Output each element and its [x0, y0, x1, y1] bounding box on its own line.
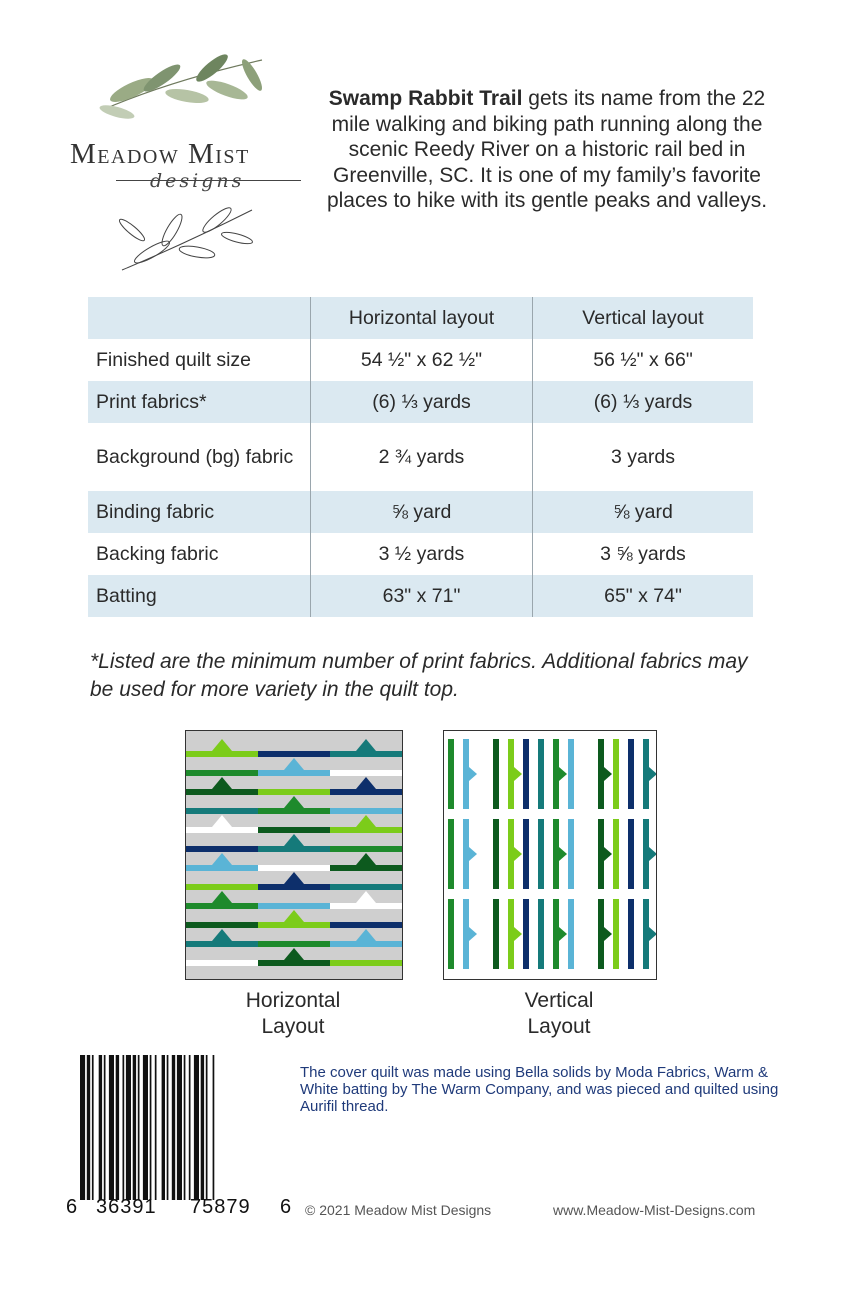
brand-subtitle: designs [150, 170, 245, 192]
leaf-branch-top-icon [62, 50, 302, 140]
quilt-strip [186, 827, 258, 833]
quilt-peak [649, 927, 656, 941]
fabric-note: *Listed are the minimum number of print fabrics. Additional fabrics may be used for more variety in the quilt top. [90, 650, 748, 701]
fabric-requirements-table [88, 297, 753, 617]
website-link[interactable]: www.Meadow-Mist-Designs.com [553, 1202, 756, 1218]
quilt-strip [186, 789, 258, 795]
quilt-bar [643, 899, 649, 969]
barcode-digit-right: 6 [280, 1196, 293, 1218]
row-vertical: 65" x 74" [533, 575, 754, 617]
barcode-bar [201, 1055, 204, 1200]
quilt-strip [330, 960, 402, 966]
quilt-strip [330, 789, 402, 795]
barcode-bar [109, 1055, 114, 1200]
quilt-strip [186, 770, 258, 776]
quilt-bar [643, 819, 649, 889]
quilt-peak [469, 927, 477, 941]
quilt-strip [186, 922, 258, 928]
barcode-bar [150, 1055, 152, 1200]
leaf-branch-bottom-icon [62, 190, 302, 280]
barcode-bar [116, 1055, 119, 1200]
barcode-bar [143, 1055, 148, 1200]
barcode-bar [138, 1055, 140, 1200]
quilt-bar [508, 739, 514, 809]
quilt-bar [493, 739, 499, 809]
quilt-bar [448, 819, 454, 889]
quilt-peak [514, 767, 522, 781]
quilt-peak [604, 927, 612, 941]
quilt-bar [598, 819, 604, 889]
header-blank [88, 297, 311, 339]
horizontal-quilt-image [185, 730, 403, 980]
intro-paragraph [312, 86, 782, 214]
quilt-peak [559, 927, 567, 941]
row-horizontal: 2 ¾ yards [311, 423, 533, 491]
quilt-peak [604, 847, 612, 861]
barcode-bar [87, 1055, 90, 1200]
quilt-bar [463, 899, 469, 969]
row-vertical: 3 yards [533, 423, 754, 491]
quilt-bar [613, 739, 619, 809]
quilt-bar [553, 739, 559, 809]
pattern-title: Swamp Rabbit Trail [328, 87, 523, 110]
quilt-strip [258, 865, 330, 871]
barcode-group-1: 36391 [96, 1196, 157, 1218]
quilt-peak [514, 847, 522, 861]
quilt-strip [186, 884, 258, 890]
row-label: Batting [88, 575, 311, 617]
barcode [78, 1055, 278, 1200]
vertical-quilt-image [443, 730, 657, 980]
row-label: Finished quilt size [96, 348, 251, 371]
quilt-strip [330, 865, 402, 871]
quilt-strip [258, 941, 330, 947]
caption-line: Layout [527, 1015, 591, 1038]
quilt-strip [258, 789, 330, 795]
barcode-bar [126, 1055, 131, 1200]
row-vertical: 3 ⅝ yards [533, 533, 754, 575]
table-row [88, 491, 753, 533]
barcode-bar [167, 1055, 169, 1200]
header-vertical: Vertical layout [533, 297, 754, 339]
table-row [88, 339, 753, 381]
quilt-strip [330, 903, 402, 909]
quilt-bar [598, 739, 604, 809]
barcode-bar [172, 1055, 175, 1200]
quilt-bar [508, 899, 514, 969]
intro-text: gets its name from the 22 mile walking and biking path running along the scenic Reedy River on a historic rail bed in Greenville, SC. It is one of my family’s favorite places to hike with its gentle peaks and valleys. [326, 87, 768, 212]
quilt-peak [649, 767, 656, 781]
quilt-strip [258, 770, 330, 776]
row-horizontal: 54 ½" x 62 ½" [311, 339, 533, 381]
barcode-bar [206, 1055, 208, 1200]
barcode-bar [177, 1055, 182, 1200]
quilt-strip [186, 903, 258, 909]
horizontal-layout-caption [193, 988, 393, 1040]
row-label: Background (bg) fabric [96, 445, 294, 468]
quilt-strip [258, 846, 330, 852]
quilt-bar [613, 819, 619, 889]
barcode-bar [189, 1055, 191, 1200]
barcode-bar [194, 1055, 199, 1200]
quilt-strip [186, 808, 258, 814]
quilt-bar [463, 819, 469, 889]
quilt-strip [330, 846, 402, 852]
quilt-bar [553, 819, 559, 889]
quilt-bar [568, 739, 574, 809]
quilt-bar [628, 899, 634, 969]
table-row [88, 423, 753, 491]
quilt-bar [568, 819, 574, 889]
quilt-bar [568, 899, 574, 969]
row-vertical: (6) ⅓ yards [533, 381, 754, 423]
quilt-bar [538, 739, 544, 809]
quilt-bar [628, 739, 634, 809]
quilt-strip [258, 808, 330, 814]
table-row [88, 575, 753, 617]
copyright: © 2021 Meadow Mist Designs [305, 1202, 492, 1218]
quilt-strip [330, 827, 402, 833]
quilt-strip [186, 960, 258, 966]
row-horizontal: ⅝ yard [311, 491, 533, 533]
barcode-bar [104, 1055, 106, 1200]
barcode-bar [133, 1055, 136, 1200]
quilt-bar [643, 739, 649, 809]
quilt-bar [448, 739, 454, 809]
quilt-bar [523, 819, 529, 889]
quilt-strip [258, 922, 330, 928]
quilt-strip [258, 960, 330, 966]
quilt-bar [448, 899, 454, 969]
barcode-bar [184, 1055, 186, 1200]
credits-text: The cover quilt was made using Bella solids by Moda Fabrics, Warm & White batting by The Warm Company, and was pieced and quilted using Aurifil thread. [300, 1064, 779, 1115]
quilt-peak [649, 847, 656, 861]
quilt-bar [523, 899, 529, 969]
quilt-strip [258, 751, 330, 757]
row-label: Backing fabric [96, 542, 219, 565]
row-horizontal: 63" x 71" [311, 575, 533, 617]
quilt-peak [469, 767, 477, 781]
quilt-bar [538, 819, 544, 889]
barcode-bar [213, 1055, 215, 1200]
quilt-peak [604, 767, 612, 781]
row-horizontal: (6) ⅓ yards [311, 381, 533, 423]
barcode-bar [162, 1055, 165, 1200]
row-label: Binding fabric [88, 491, 311, 533]
barcode-bar [155, 1055, 157, 1200]
quilt-strip [330, 884, 402, 890]
quilt-strip [258, 827, 330, 833]
barcode-bar [92, 1055, 94, 1200]
row-horizontal: 3 ½ yards [311, 533, 533, 575]
quilt-peak [559, 767, 567, 781]
quilt-bar [463, 739, 469, 809]
quilt-peak [469, 847, 477, 861]
quilt-strip [258, 884, 330, 890]
quilt-peak [514, 927, 522, 941]
quilt-strip [330, 941, 402, 947]
quilt-strip [186, 846, 258, 852]
quilt-strip [186, 865, 258, 871]
header-horizontal: Horizontal layout [311, 297, 533, 339]
barcode-digit-left: 6 [66, 1196, 79, 1218]
quilt-strip [330, 770, 402, 776]
quilt-bar [493, 819, 499, 889]
row-label: Print fabrics* [88, 381, 311, 423]
vertical-layout-caption [459, 988, 659, 1040]
quilt-strip [330, 922, 402, 928]
table-header-row [88, 297, 753, 339]
brand-name: Meadow Mist [70, 138, 250, 170]
caption-line: Vertical [524, 989, 594, 1012]
quilt-bar [598, 899, 604, 969]
quilt-bar [613, 899, 619, 969]
quilt-bar [553, 899, 559, 969]
barcode-bar [99, 1055, 102, 1200]
row-vertical: 56 ½" x 66" [533, 339, 754, 381]
quilt-bar [508, 819, 514, 889]
table-row [88, 533, 753, 575]
quilt-bar [538, 899, 544, 969]
caption-line: Layout [261, 1015, 325, 1038]
caption-line: Horizontal [245, 989, 341, 1012]
quilt-strip [258, 903, 330, 909]
quilt-strip [186, 941, 258, 947]
quilt-bar [523, 739, 529, 809]
quilt-bar [628, 819, 634, 889]
row-vertical: ⅝ yard [533, 491, 754, 533]
barcode-bar [123, 1055, 125, 1200]
quilt-peak [559, 847, 567, 861]
barcode-group-2: 75879 [190, 1196, 251, 1218]
quilt-strip [186, 751, 258, 757]
quilt-strip [330, 808, 402, 814]
barcode-bar [80, 1055, 85, 1200]
quilt-strip [330, 751, 402, 757]
quilt-bar [493, 899, 499, 969]
table-row [88, 381, 753, 423]
